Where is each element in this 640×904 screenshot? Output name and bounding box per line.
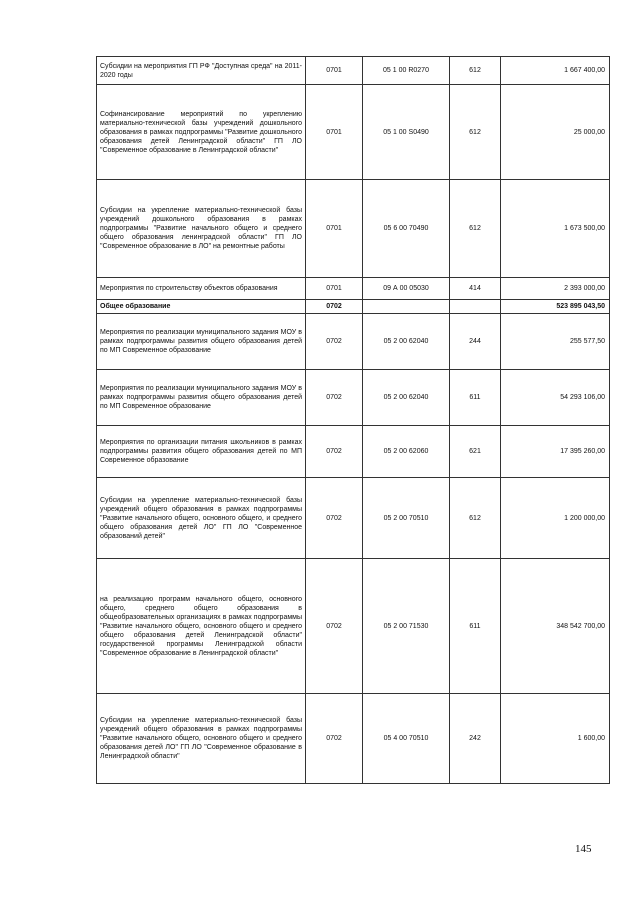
row-target-code: 05 6 00 70490 xyxy=(363,180,450,278)
row-description: Общее образование xyxy=(97,300,306,314)
page-number: 145 xyxy=(575,843,592,855)
row-target-code: 05 2 00 62040 xyxy=(363,370,450,426)
row-description: на реализацию программ начального общего, основного общего, среднего общего образования в общеобразовательных организациях в рамках подпрограммы "Развитие начального общего, основного общего и среднего общего образования детей Ленинградской области" государственной программы Ленинградской области "Современное образование в Ленинградской области" xyxy=(97,559,306,694)
row-section-code: 0701 xyxy=(306,180,363,278)
row-description: Мероприятия по организации питания школьников в рамках подпрограммы развития общего образования детей по МП Современное образование xyxy=(97,426,306,478)
row-target-code: 09 А 00 05030 xyxy=(363,278,450,300)
row-expense-type: 612 xyxy=(450,478,501,559)
row-amount: 54 293 106,00 xyxy=(501,370,610,426)
row-description: Мероприятия по реализации муниципального задания МОУ в рамках подпрограммы развития общего образования детей по МП Современное образование xyxy=(97,314,306,370)
row-expense-type: 612 xyxy=(450,57,501,85)
row-description: Субсидии на укрепление материально-технической базы учреждений общего образования в рамках подпрограммы "Развитие начального общего, основного общего и среднего образования детей ЛО" ГП ЛО "Современное образование в Ленинградской области" xyxy=(97,694,306,784)
row-amount: 1 673 500,00 xyxy=(501,180,610,278)
row-amount: 2 393 000,00 xyxy=(501,278,610,300)
row-amount: 1 667 400,00 xyxy=(501,57,610,85)
row-section-code: 0702 xyxy=(306,426,363,478)
table-row xyxy=(97,478,610,559)
table-row xyxy=(97,300,610,314)
row-expense-type: 611 xyxy=(450,370,501,426)
table-row xyxy=(97,694,610,784)
row-target-code xyxy=(363,300,450,314)
row-section-code: 0702 xyxy=(306,559,363,694)
table-row xyxy=(97,370,610,426)
table-row xyxy=(97,180,610,278)
row-amount: 1 200 000,00 xyxy=(501,478,610,559)
row-section-code: 0702 xyxy=(306,314,363,370)
row-description: Мероприятия по строительству объектов образования xyxy=(97,278,306,300)
row-amount: 1 600,00 xyxy=(501,694,610,784)
row-target-code: 05 2 00 62040 xyxy=(363,314,450,370)
row-target-code: 05 2 00 62060 xyxy=(363,426,450,478)
row-section-code: 0702 xyxy=(306,478,363,559)
row-expense-type: 612 xyxy=(450,85,501,180)
row-description: Субсидии на укрепление материально-технической базы учреждений дошкольного образования в рамках подпрограммы "Развитие начального общего и среднего общего образования ленинградской области" ГП ЛО "Современное образование в ЛО" на ремонтные работы xyxy=(97,180,306,278)
row-section-code: 0702 xyxy=(306,370,363,426)
row-target-code: 05 1 00 S0490 xyxy=(363,85,450,180)
row-amount: 523 895 043,50 xyxy=(501,300,610,314)
row-expense-type xyxy=(450,300,501,314)
table-row xyxy=(97,278,610,300)
row-expense-type: 621 xyxy=(450,426,501,478)
row-expense-type: 242 xyxy=(450,694,501,784)
table-row xyxy=(97,314,610,370)
row-description: Софинансирование мероприятий по укреплению материально-технической базы учреждений дошкольного образования в рамках подпрограммы "Развитие дошкольного образования детей Ленинградской области" ГП ЛО "Современное образование в Ленинградской области" xyxy=(97,85,306,180)
table-row xyxy=(97,559,610,694)
row-section-code: 0701 xyxy=(306,278,363,300)
row-amount: 17 395 260,00 xyxy=(501,426,610,478)
table-row xyxy=(97,426,610,478)
row-expense-type: 244 xyxy=(450,314,501,370)
budget-table xyxy=(96,56,610,784)
row-target-code: 05 4 00 70510 xyxy=(363,694,450,784)
row-target-code: 05 1 00 R0270 xyxy=(363,57,450,85)
row-target-code: 05 2 00 70510 xyxy=(363,478,450,559)
row-amount: 348 542 700,00 xyxy=(501,559,610,694)
row-description: Субсидии на мероприятия ГП РФ "Доступная среда" на 2011-2020 годы xyxy=(97,57,306,85)
row-description: Мероприятия по реализации муниципального задания МОУ в рамках подпрограммы развития общего образования детей по МП Современное образование xyxy=(97,370,306,426)
row-expense-type: 612 xyxy=(450,180,501,278)
row-target-code: 05 2 00 71530 xyxy=(363,559,450,694)
table-row xyxy=(97,57,610,85)
row-section-code: 0702 xyxy=(306,694,363,784)
row-expense-type: 611 xyxy=(450,559,501,694)
row-section-code: 0701 xyxy=(306,85,363,180)
row-expense-type: 414 xyxy=(450,278,501,300)
row-amount: 255 577,50 xyxy=(501,314,610,370)
table-row xyxy=(97,85,610,180)
row-section-code: 0701 xyxy=(306,57,363,85)
row-description: Субсидии на укрепление материально-технической базы учреждений общего образования в рамках подпрограммы "Развитие начального общего, основного общего, и среднего общего образования детей ЛО" ГП ЛО "Современное образований детей" xyxy=(97,478,306,559)
row-section-code: 0702 xyxy=(306,300,363,314)
row-amount: 25 000,00 xyxy=(501,85,610,180)
